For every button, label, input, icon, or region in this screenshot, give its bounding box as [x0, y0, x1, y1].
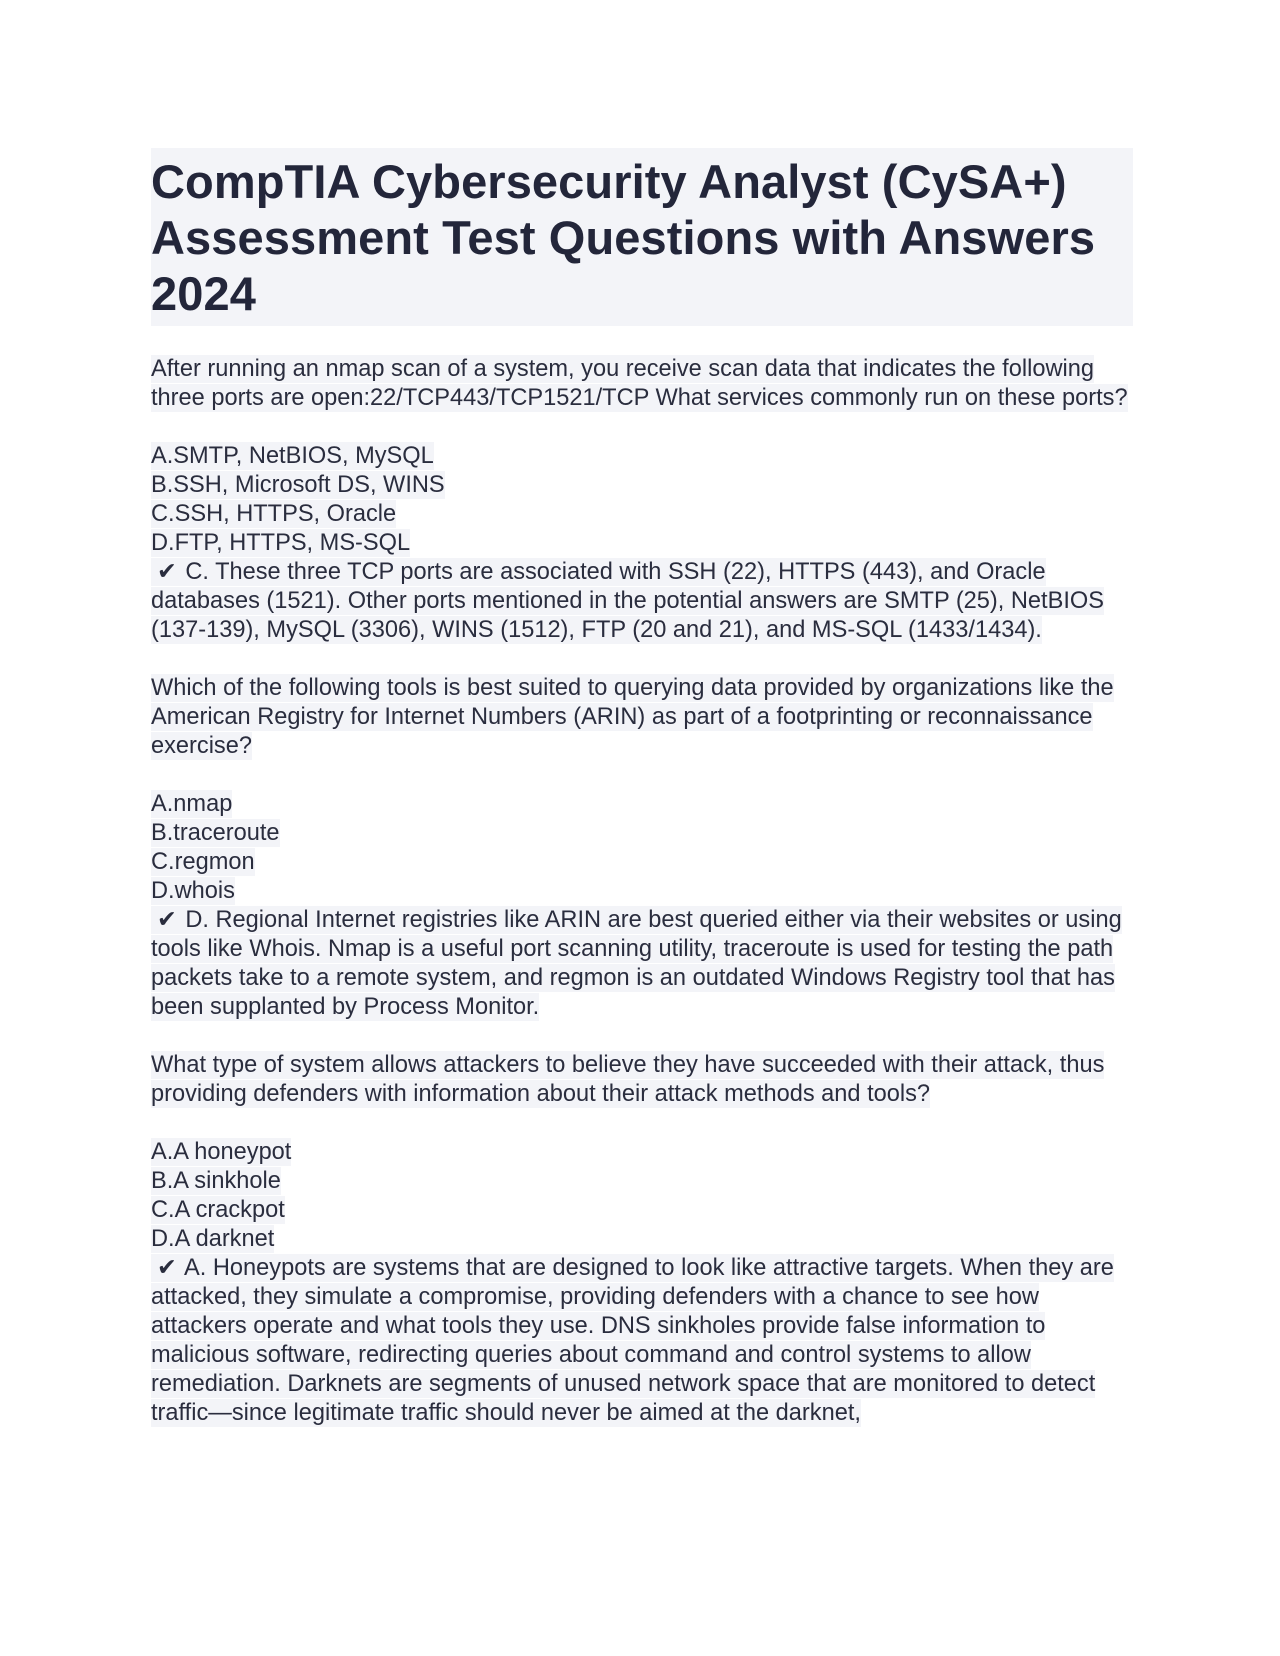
question-text	[151, 674, 1133, 761]
option-c: C.SSH, HTTPS, Oracle	[151, 501, 397, 527]
option-a: A.SMTP, NetBIOS, MySQL	[151, 443, 434, 469]
question-text	[151, 1051, 1133, 1109]
check-mark-icon: ✔	[157, 559, 177, 585]
answer-explanation	[151, 558, 1133, 645]
option-a: A.nmap	[151, 791, 233, 817]
document-title: CompTIA Cybersecurity Analyst (CySA+) Assessment Test Questions with Answers 2024	[151, 148, 1133, 326]
answer-explanation	[151, 1254, 1133, 1428]
option-b: B.SSH, Microsoft DS, WINS	[151, 472, 445, 498]
option-c: C.regmon	[151, 849, 255, 875]
answer-text: A. Honeypots are systems that are designed to look like attractive targets. When they are attacked, they simulate a compromise, providing defenders with a chance to see how attackers operate and what tools they use. DNS sinkholes provide false information to malicious software, redirecting queries about command and control systems to allow remediation. Darknets are segments of unused network space that are monitored to detect traffic—since legitimate traffic should never be aimed at the darknet,	[151, 1255, 1114, 1426]
question-text-content: Which of the following tools is best suited to querying data provided by organizations like the American Registry for Internet Numbers (ARIN) as part of a footprinting or reconnaissance exercise?	[151, 675, 1114, 759]
option-a: A.A honeypot	[151, 1139, 292, 1165]
question-text	[151, 355, 1133, 413]
check-mark-icon: ✔	[157, 907, 177, 933]
answer-explanation	[151, 906, 1133, 1022]
option-b: B.A sinkhole	[151, 1168, 281, 1194]
document-page	[151, 148, 1133, 1428]
question-text-content: What type of system allows attackers to believe they have succeeded with their attack, thus providing defenders with information about their attack methods and tools?	[151, 1052, 1105, 1107]
check-mark-icon: ✔	[157, 1255, 177, 1281]
option-b: B.traceroute	[151, 820, 280, 846]
option-d: D.A darknet	[151, 1226, 275, 1252]
question-text-content: After running an nmap scan of a system, you receive scan data that indicates the following three ports are open:22/TCP443/TCP1521/TCP What services commonly run on these ports?	[151, 356, 1128, 411]
question-block-1	[151, 355, 1133, 645]
options-list	[151, 790, 1133, 906]
question-block-2	[151, 674, 1133, 1022]
options-list	[151, 442, 1133, 558]
option-d: D.FTP, HTTPS, MS-SQL	[151, 530, 411, 556]
question-block-3	[151, 1051, 1133, 1428]
option-d: D.whois	[151, 878, 235, 904]
option-c: C.A crackpot	[151, 1197, 285, 1223]
options-list	[151, 1138, 1133, 1254]
answer-text: D. Regional Internet registries like ARIN are best queried either via their websites or using tools like Whois. Nmap is a useful port scanning utility, traceroute is used for testing the path packets take to a remote system, and regmon is an outdated Windows Registry tool that has been supplanted by Process Monitor.	[151, 907, 1122, 1020]
answer-text: C. These three TCP ports are associated with SSH (22), HTTPS (443), and Oracle databases (1521). Other ports mentioned in the potential answers are SMTP (25), NetBIOS (137-139), MySQL (3306), WINS (1512), FTP (20 and 21), and MS-SQL (1433/1434).	[151, 559, 1104, 643]
